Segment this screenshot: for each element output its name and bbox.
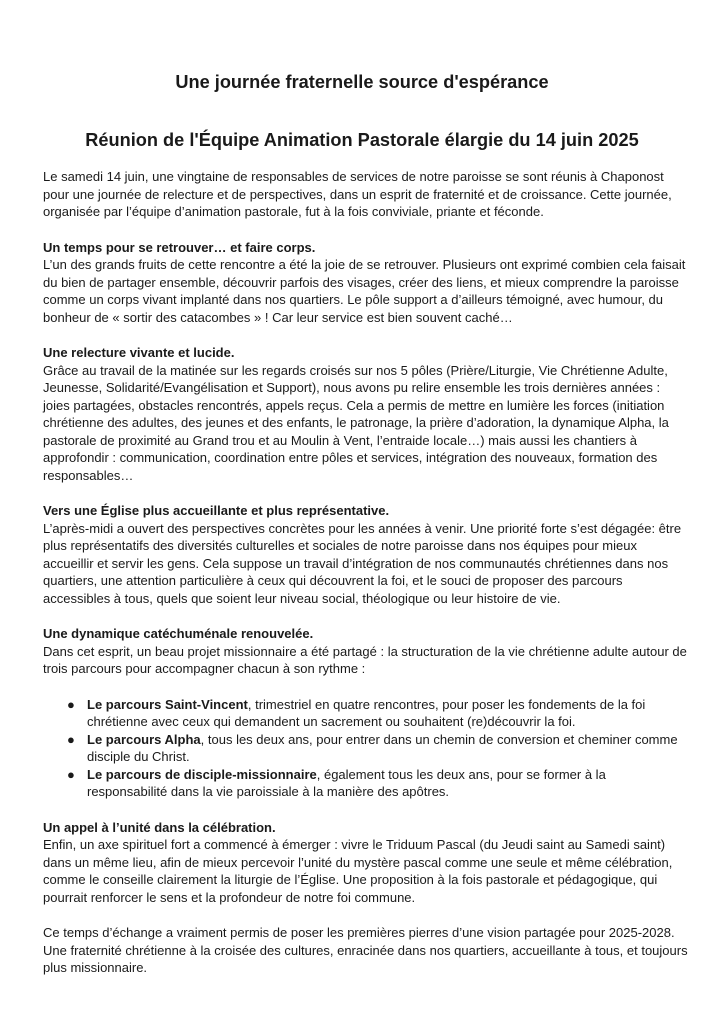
list-item: [43, 731, 688, 766]
section-heading: Un temps pour se retrouver… et faire corps.: [43, 239, 316, 255]
intro-paragraph: Le samedi 14 juin, une vingtaine de responsables de services de notre paroisse se sont réunis à Chaponost pour une journée de relecture et de perspectives, dans un esprit de fraternité et de croissance. Cette journée, organisée par l’équipe d’animation pastorale, fut à la fois conviviale, priante et féconde.: [43, 169, 672, 219]
section-eglise-accueillante: [43, 502, 688, 607]
list-item: [43, 696, 688, 731]
list-item-text: , également tous les deux ans, pour se former à la responsabilité dans la vie paroissiale à la manière des apôtres.: [87, 766, 606, 799]
section-relecture: [43, 344, 688, 484]
section-paragraph: Enfin, un axe spirituel fort a commencé à émerger : vivre le Triduum Pascal (du Jeudi saint au Samedi saint) dans un même lieu, afin de mieux percevoir l’unité du mystère pascal comme une seule et même célébration, comme le conseille clairement la liturgie de l’Église. Une proposition à la fois pastorale et pédagogique, qui pourrait renforcer le sens et la profondeur de notre foi commune.: [43, 837, 673, 905]
page-subtitle: Réunion de l'Équipe Animation Pastorale élargie du 14 juin 2025: [85, 130, 639, 150]
section-heading: Vers une Église plus accueillante et plus représentative.: [43, 503, 390, 518]
section-heading: Une relecture vivante et lucide.: [43, 345, 235, 360]
closing-paragraph: Ce temps d’échange a vraiment permis de poser les premières pierres d’une vision partagée pour 2025-2028. Une fraternité chrétienne à la croisée des cultures, enracinée dans nos quartiers, accueillante à tous, et toujours plus missionnaire.: [43, 925, 688, 975]
list-item-text: , tous les deux ans, pour entrer dans un chemin de conversion et cheminer comme disciple du Christ.: [87, 731, 678, 764]
page-title: Une journée fraternelle source d'espérance: [175, 72, 549, 92]
list-item-title: Le parcours de disciple-missionnaire: [87, 766, 317, 782]
bullet-icon: ●: [67, 731, 75, 747]
section-paragraph: L’un des grands fruits de cette rencontre a été la joie de se retrouver. Plusieurs ont exprimé combien cela faisait du bien de partager ensemble, découvrir parfois des visages, créer des liens, et mieux comprendre la paroisse comme un corps vivant implanté dans nos quartiers. Le pôle support a d’ailleurs témoigné, avec humour, du bonheur de « sortir des catacombes » ! Car leur service est bien souvent caché…: [43, 257, 686, 325]
list-item-title: Le parcours Saint-Vincent: [87, 696, 248, 712]
section-catechumenale: [43, 625, 688, 801]
list-item-text: , trimestriel en quatre rencontres, pour poser les fondements de la foi chrétienne avec ceux qui demandent un sacrement ou souhaitent (re)découvrir la foi.: [87, 696, 646, 729]
section-heading: Un appel à l’unité dans la célébration.: [43, 819, 276, 835]
list-item-title: Le parcours Alpha: [87, 731, 201, 747]
section-paragraph: L’après-midi a ouvert des perspectives concrètes pour les années à venir. Une priorité forte s’est dégagée: être plus représentatifs des diversités culturelles et sociales de notre paroisse dans nos équipes pour mieux accueillir et servir les gens. Cela suppose un travail d’intégration de nos communautés chrétiennes dans nos quartiers, une attention particulière à ceux qui découvrent la foi, et le souci de proposer des parcours accessibles à tous, quels que soient leur niveau social, théologique ou leur histoire de vie.: [43, 520, 682, 606]
bullet-icon: ●: [67, 696, 75, 712]
list-item: [43, 766, 688, 801]
section-retrouver: [43, 239, 688, 327]
bullet-icon: ●: [67, 766, 75, 782]
section-heading: Une dynamique catéchuménale renouvelée.: [43, 626, 314, 641]
parcours-list: [43, 696, 688, 801]
section-unite: [43, 819, 688, 907]
section-paragraph: Dans cet esprit, un beau projet missionnaire a été partagé : la structuration de la vie chrétienne adulte autour de trois parcours pour accompagner chacun à son rythme :: [43, 643, 687, 676]
article-body: [43, 168, 688, 977]
section-paragraph: Grâce au travail de la matinée sur les regards croisés sur nos 5 pôles (Prière/Liturgie, Vie Chrétienne Adulte, Jeunesse, Solidarité/Evangélisation et Support), nous avons pu relire ensemble les trois dernières années : joies partagées, obstacles rencontrés, appels reçus. Cela a permis de mettre en lumière les forces (initiation chrétienne des adultes, des jeunes et des enfants, le patronage, la prière d’adoration, la dynamique Alpha, la pastorale de proximité au Grand trou et au Moulin à Vent, l’entraide locale…) mais aussi les chantiers à approfondir : communication, coordination entre pôles et services, intégration des nouveaux, formation des responsables…: [43, 362, 669, 483]
